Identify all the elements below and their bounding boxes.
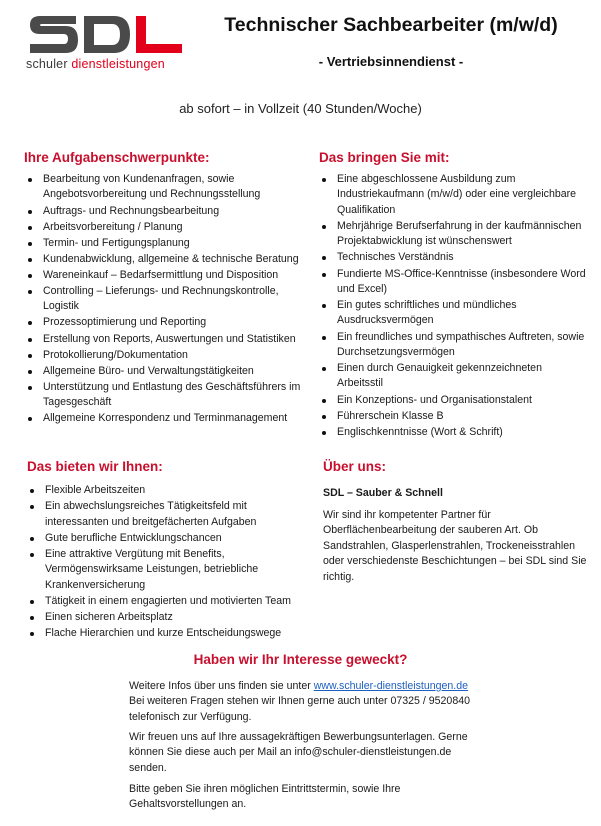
list-item: Mehrjährige Berufserfahrung in der kaufmännischen Projektabwicklung ist wünschenswert	[320, 219, 588, 250]
list-item: Wareneinkauf – Bedarfsermittlung und Disposition	[26, 268, 310, 283]
job-title: Technischer Sachbearbeiter (m/w/d)	[224, 14, 558, 36]
contact-paragraph-info	[129, 679, 474, 725]
list-item: Gute berufliche Entwicklungschancen	[28, 531, 300, 546]
list-item: Eine attraktive Vergütung mit Benefits, Vermögenswirksame Leistungen, betriebliche Krankenversicherung	[28, 547, 300, 593]
job-subtitle: - Vertriebsinnendienst -	[318, 54, 464, 69]
offer-heading: Das bieten wir Ihnen:	[27, 459, 163, 474]
list-item: Tätigkeit in einem engagierten und motivierten Team	[28, 594, 300, 609]
contact-paragraph-request: Bitte geben Sie ihren möglichen Eintrittstermin, sowie Ihre Gehaltsvorstellungen an.	[129, 783, 401, 811]
list-item: Arbeitsvorbereitung / Planung	[26, 220, 310, 235]
logo-wordmark	[26, 57, 165, 71]
list-item: Eine abgeschlossene Ausbildung zum Industriekaufmann (m/w/d) oder eine vergleichbare Qualifikation	[320, 172, 588, 218]
tasks-list	[26, 172, 310, 427]
list-item: Unterstützung und Entlastung des Geschäftsführers im Tagesgeschäft	[26, 380, 310, 411]
list-item: Allgemeine Korrespondenz und Terminmanagement	[26, 411, 310, 426]
list-item: Englischkenntnisse (Wort & Schrift)	[320, 425, 588, 440]
logo-wordmark-dienstleistungen: dienstleistungen	[71, 57, 165, 71]
company-logo	[26, 12, 186, 72]
list-item: Controlling – Lieferungs- und Rechnungskontrolle, Logistik	[26, 284, 310, 315]
about-heading: Über uns:	[323, 459, 387, 474]
offer-list	[28, 483, 300, 642]
list-item: Auftrags- und Rechnungsbearbeitung	[26, 204, 310, 219]
list-item: Einen durch Genauigkeit gekennzeichneten Arbeitsstil	[320, 361, 588, 392]
requirements-list	[320, 172, 588, 441]
list-item: Prozessoptimierung und Reporting	[26, 315, 310, 330]
employment-info: ab sofort – in Vollzeit (40 Stunden/Woche)	[179, 101, 422, 116]
contact-info-phone: Bei weiteren Fragen stehen wir Ihnen gerne auch unter 07325 / 9520840 telefonisch zur Verfügung.	[129, 695, 471, 723]
contact-info-prefix: Weitere Infos über uns finden sie unter	[129, 680, 314, 692]
list-item: Bearbeitung von Kundenanfragen, sowie Angebotsvorbereitung und Rechnungsstellung	[26, 172, 310, 203]
list-item: Ein abwechslungsreiches Tätigkeitsfeld mit interessanten und breitgefächerten Aufgaben	[28, 499, 300, 530]
list-item: Flache Hierarchien und kurze Entscheidungswege	[28, 626, 300, 641]
website-link[interactable]: www.schuler-dienstleistungen.de	[313, 680, 469, 692]
contact-heading: Haben wir Ihr Interesse geweckt?	[193, 652, 408, 667]
sdl-logo-mark	[26, 12, 186, 56]
list-item: Technisches Verständnis	[320, 250, 588, 265]
list-item: Einen sicheren Arbeitsplatz	[28, 610, 300, 625]
list-item: Führerschein Klasse B	[320, 409, 588, 424]
contact-paragraph-application: Wir freuen uns auf Ihre aussagekräftigen Bewerbungsunterlagen. Gerne können Sie diese auch per Mail an info@schuler-dienstleistungen.de senden.	[129, 731, 468, 774]
list-item: Ein freundliches und sympathisches Auftreten, sowie Durchsetzungsvermögen	[320, 330, 588, 361]
list-item: Protokollierung/Dokumentation	[26, 348, 310, 363]
list-item: Ein Konzeptions- und Organisationstalent	[320, 393, 588, 408]
list-item: Fundierte MS-Office-Kenntnisse (insbesondere Word und Excel)	[320, 267, 588, 298]
about-text: Wir sind ihr kompetenter Partner für Oberflächenbearbeitung der sauberen Art. Ob Sandstrahlen, Glasperlenstrahlen, Trockeneisstrahlen oder verschiedenste Beschichtungen – bei SDL sind Sie richtig.	[323, 509, 587, 583]
list-item: Kundenabwicklung, allgemeine & technische Beratung	[26, 252, 310, 267]
list-item: Erstellung von Reports, Auswertungen und Statistiken	[26, 332, 310, 347]
about-company-name: SDL – Sauber & Schnell	[323, 487, 443, 499]
list-item: Allgemeine Büro- und Verwaltungstätigkeiten	[26, 364, 310, 379]
list-item: Ein gutes schriftliches und mündliches Ausdrucksvermögen	[320, 298, 588, 329]
list-item: Flexible Arbeitszeiten	[28, 483, 300, 498]
requirements-heading: Das bringen Sie mit:	[319, 150, 450, 165]
logo-wordmark-schuler: schuler	[26, 57, 72, 71]
list-item: Termin- und Fertigungsplanung	[26, 236, 310, 251]
tasks-heading: Ihre Aufgabenschwerpunkte:	[24, 150, 210, 165]
